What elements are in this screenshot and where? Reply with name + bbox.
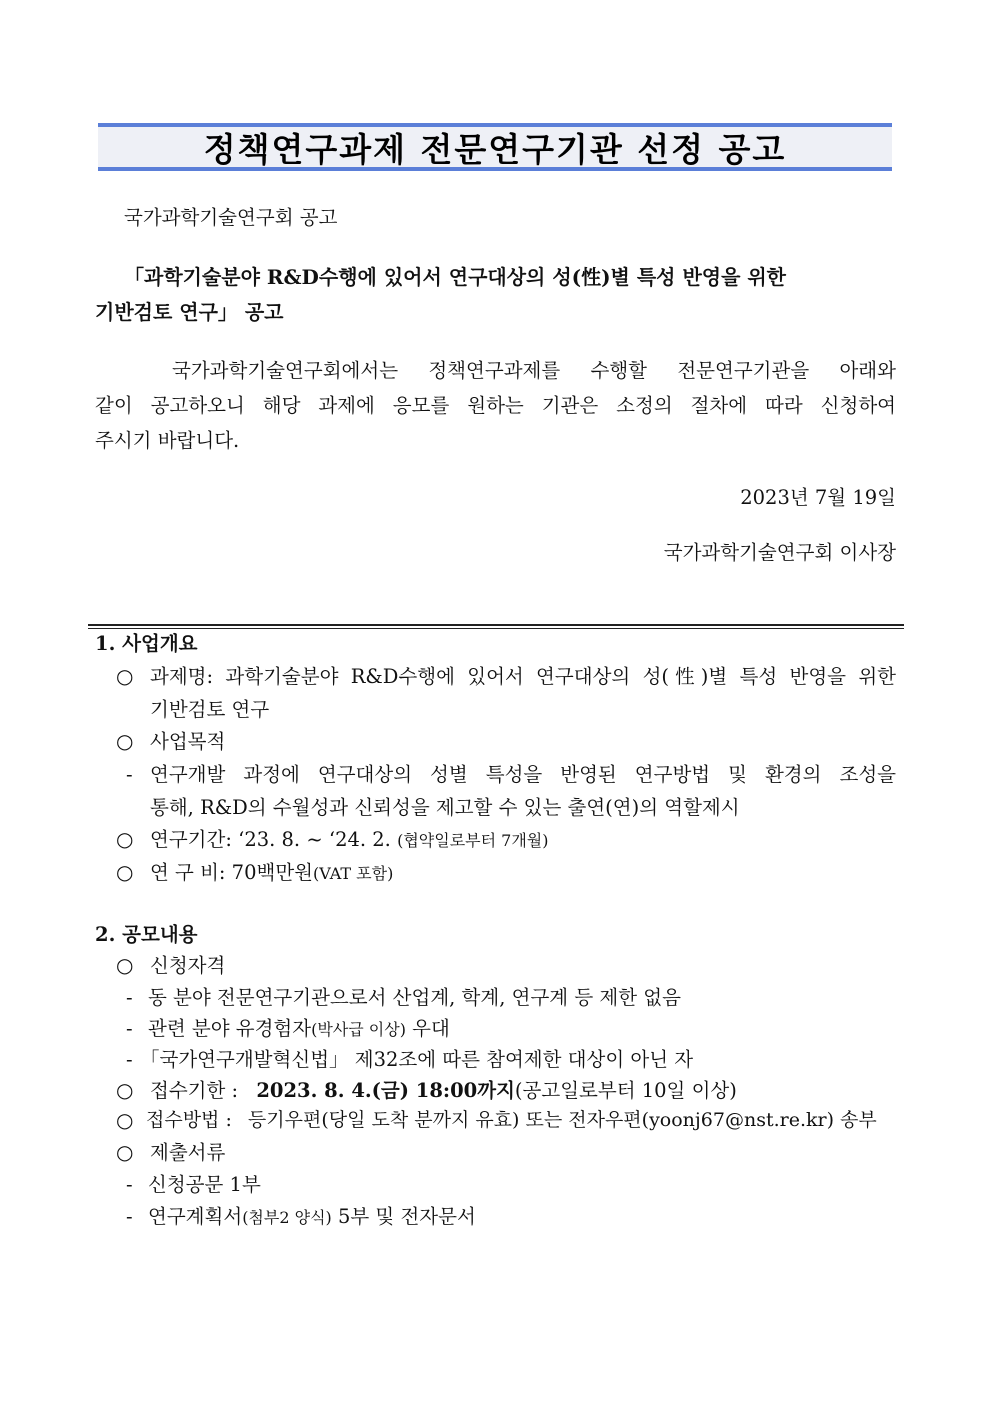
- research-period-note: (협약일로부터 7개월): [397, 831, 549, 850]
- document-item-2: [148, 1207, 476, 1227]
- document-item-2-note: (첨부2 양식): [242, 1208, 332, 1227]
- document-item-2-main: 연구계획서: [148, 1205, 243, 1228]
- qualification-item-1: 동 분야 전문연구기관으로서 산업계, 학계, 연구계 등 제한 없음: [148, 986, 681, 1009]
- subject-line-2: 기반검토 연구」 공고: [95, 300, 284, 324]
- notice-title-banner: [98, 123, 892, 171]
- deadline-label: 접수기한 :: [150, 1079, 239, 1102]
- dash-bullet: -: [126, 986, 133, 1009]
- qualification-item-3: 「국가연구개발혁신법」 제32조에 따른 참여제한 대상이 아닌 자: [140, 1048, 694, 1071]
- dash-bullet: -: [126, 763, 133, 786]
- research-budget-note: (VAT 포함): [313, 864, 394, 883]
- issuer-line: 국가과학기술연구회 공고: [124, 206, 338, 229]
- circle-bullet: ○: [116, 1140, 134, 1164]
- qualification-heading: 신청자격: [150, 954, 226, 977]
- method-label: 접수방법 :: [146, 1109, 232, 1131]
- dash-bullet: -: [126, 1173, 133, 1196]
- section2-heading: 2. 공모내용: [95, 923, 198, 946]
- document-item-1: 신청공문 1부: [148, 1173, 261, 1196]
- circle-bullet: ○: [116, 827, 134, 851]
- research-budget-label: 연 구 비: 70백만원: [150, 861, 314, 884]
- research-period: [150, 830, 549, 850]
- body-line-3: 주시기 바랍니다.: [95, 429, 240, 452]
- task-name-line-1: 과제명: 과학기술분야 R&D수행에 있어서 연구대상의 성(性)별 특성 반영을 위한: [150, 665, 896, 688]
- deadline: [150, 1081, 737, 1101]
- circle-bullet: ○: [116, 664, 134, 688]
- task-name-line-2: 기반검토 연구: [150, 698, 270, 721]
- research-budget: [150, 863, 393, 883]
- circle-bullet: ○: [116, 953, 134, 977]
- qualification-item-2-tail: 우대: [412, 1017, 450, 1040]
- subject-line-1: 「과학기술분야 R&D수행에 있어서 연구대상의 성(性)별 특성 반영을 위한: [124, 265, 787, 289]
- divider-thick: [88, 624, 904, 626]
- qualification-item-2: [148, 1019, 450, 1039]
- section1-heading: 1. 사업개요: [95, 632, 198, 655]
- signer: 국가과학기술연구회 이사장: [663, 541, 896, 564]
- purpose-heading: 사업목적: [150, 730, 226, 753]
- dash-bullet: -: [126, 1048, 133, 1071]
- documents-heading: 제출서류: [150, 1141, 226, 1164]
- dash-bullet: -: [126, 1205, 133, 1228]
- qualification-item-2-main: 관련 분야 유경험자: [148, 1017, 312, 1040]
- circle-bullet: ○: [116, 1078, 134, 1102]
- page-title: 정책연구과제 전문연구기관 선정 공고: [203, 129, 787, 169]
- document-item-2-tail: 5부 및 전자문서: [337, 1205, 476, 1228]
- body-line-2: 같이 공고하오니 해당 과제에 응모를 원하는 기관은 소정의 절차에 따라 신청하여: [95, 394, 896, 417]
- submission-method: [146, 1111, 877, 1130]
- deadline-note: (공고일로부터 10일 이상): [514, 1079, 737, 1102]
- circle-bullet: ○: [116, 860, 134, 884]
- deadline-value: 2023. 8. 4.(금) 18:00까지: [256, 1079, 515, 1102]
- body-line-1: 국가과학기술연구회에서는 정책연구과제를 수행할 전문연구기관을 아래와: [172, 359, 896, 382]
- circle-bullet: ○: [116, 1108, 134, 1132]
- notice-date: 2023년 7월 19일: [740, 486, 896, 509]
- purpose-line-2: 통해, R&D의 수월성과 신뢰성을 제고할 수 있는 출연(연)의 역할제시: [150, 796, 740, 819]
- divider-thin: [88, 628, 904, 629]
- purpose-line-1: 연구개발 과정에 연구대상의 성별 특성을 반영된 연구방법 및 환경의 조성을: [150, 763, 896, 786]
- qualification-item-2-note: (박사급 이상): [311, 1020, 406, 1039]
- dash-bullet: -: [126, 1017, 133, 1040]
- research-period-label: 연구기간: ‘23. 8. ~ ‘24. 2.: [150, 828, 391, 851]
- circle-bullet: ○: [116, 729, 134, 753]
- method-value: 등기우편(당일 도착 분까지 유효) 또는 전자우편(yoonj67@nst.re.kr) 송부: [247, 1109, 877, 1131]
